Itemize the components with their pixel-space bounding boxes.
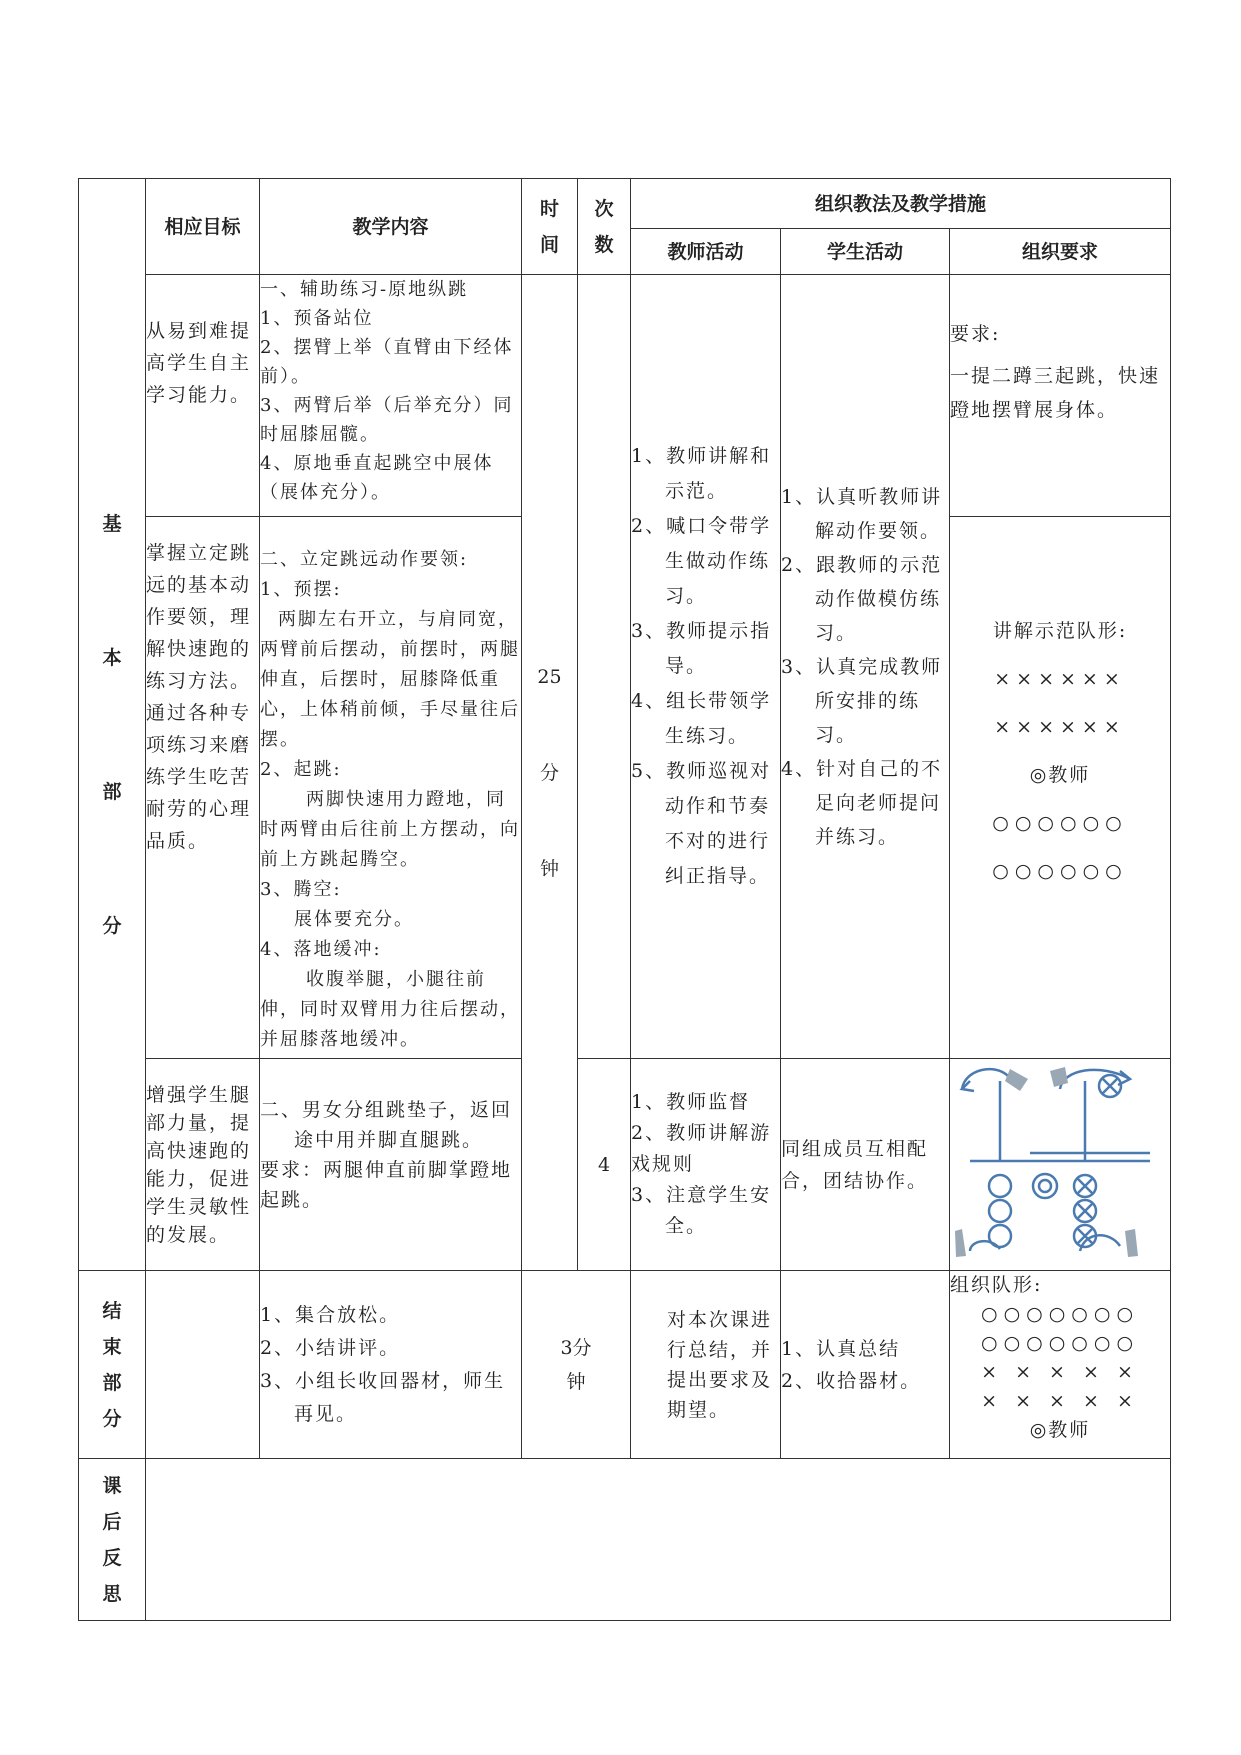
goal-row2: 掌握立定跳远的基本动作要领，理解快速跑的练习方法。通过各种专项练习来磨练学生吃苦耐劳的心理品质。: [146, 517, 260, 1059]
student-activity-end: 1、认真总结 2、收拾器材。: [781, 1271, 950, 1459]
content-end: 1、集合放松。 2、小结讲评。 3、小组长收回器材，师生再见。: [260, 1271, 522, 1459]
header-student: 学生活动: [781, 229, 950, 275]
req-row2: 讲解示范队形: ×××××× ×××××× ◎教师 ○○○○○○ ○○○○○○: [950, 517, 1171, 1059]
goal-row1: 从易到难提高学生自主学习能力。: [146, 275, 260, 517]
teacher-activity-end: 对本次课进行总结，并提出要求及期望。: [631, 1271, 781, 1459]
section-main-label: 基 本 部 分: [79, 179, 146, 1271]
lesson-plan-table: [78, 178, 1171, 1621]
count-row12: [578, 275, 631, 1059]
jump-mat-diagram: [950, 1061, 1169, 1269]
teacher-activity-row12: 1、教师讲解和示范。 2、喊口令带学生做动作练习。 3、教师提示指导。 4、组长带领学生练习。 5、教师巡视对动作和节奏不对的进行纠正指导。: [631, 275, 781, 1059]
header-req: 组织要求: [950, 229, 1171, 275]
content-row2: 二、立定跳远动作要领: 1、预摆: 两脚左右开立，与肩同宽，两臂前后摆动，前摆时，两腿伸直，后摆时，屈膝降低重心，上体稍前倾，手尽量往后摆。 2、起跳: 两脚快速用力蹬地，同时两臂由后往前上方摆动，向前上方跳起腾空。 3、腾空: 展体要充分。 4、落地缓冲: 收腹举腿，小腿往前伸，同时双臂用力往后摆动，并屈膝落地缓冲。: [260, 517, 522, 1059]
goal-row3: 增强学生腿部力量，提高快速跑的能力，促进学生灵敏性的发展。: [146, 1059, 260, 1271]
student-activity-row3: 同组成员互相配合，团结协作。: [781, 1059, 950, 1271]
teacher-activity-row3: 1、教师监督 2、教师讲解游戏规则 3、注意学生安全。: [631, 1059, 781, 1271]
req-row1: 要求: 一提二蹲三起跳，快速蹬地摆臂展身体。: [950, 275, 1171, 517]
reflection-content[interactable]: [146, 1459, 1171, 1621]
section-end-label: 结 束 部 分: [79, 1271, 146, 1459]
header-time: 时 间: [522, 179, 578, 275]
header-teacher: 教师活动: [631, 229, 781, 275]
content-row1: 一、辅助练习-原地纵跳 1、预备站位 2、摆臂上举（直臂由下经体前）。 3、两臂后举（后举充分）同时屈膝屈髋。 4、原地垂直起跳空中展体（展体充分）。: [260, 275, 522, 517]
header-content: 教学内容: [260, 179, 522, 275]
student-activity-row12: 1、认真听教师讲解动作要领。 2、跟教师的示范动作做模仿练习。 3、认真完成教师所安排的练习。 4、针对自己的不足向老师提问并练习。: [781, 275, 950, 1059]
header-org: 组织教法及教学措施: [631, 179, 1171, 229]
goal-end: [146, 1271, 260, 1459]
content-row3: 二、男女分组跳垫子，返回途中用并脚直腿跳。 要求：两腿伸直前脚掌蹬地起跳。: [260, 1059, 522, 1271]
time-end: 3分 钟: [522, 1271, 631, 1459]
req-row3-diagram: [950, 1059, 1171, 1271]
req-end: 组织队形: ○○○○○○○ ○○○○○○○ × × × × × × × × × × ◎教师: [950, 1271, 1171, 1459]
main-time: 25 分 钟: [522, 275, 578, 1271]
count-row3: 4: [578, 1059, 631, 1271]
header-goal: 相应目标: [146, 179, 260, 275]
header-count: 次 数: [578, 179, 631, 275]
section-reflection-label: 课 后 反 思: [79, 1459, 146, 1621]
